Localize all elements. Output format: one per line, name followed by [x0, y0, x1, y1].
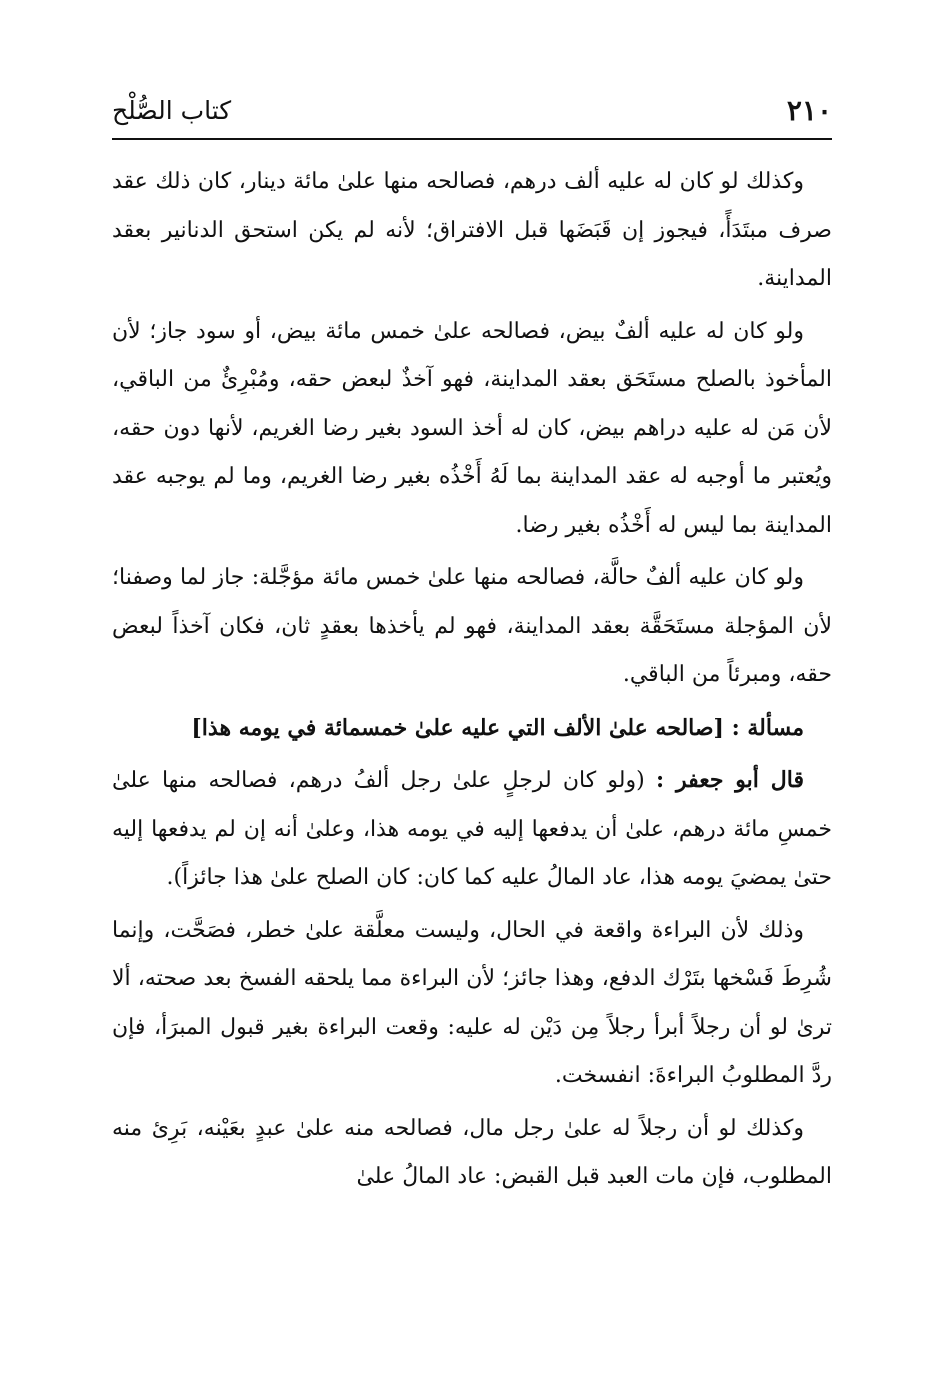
- book-page: [112, 88, 832, 1288]
- paragraph-2: ولو كان له عليه ألفٌ بيض، فصالحه علىٰ خمس مائة بيض، أو سود جاز؛ لأن المأخوذ بالصلح مستَحَق بعقد المداينة، فهو آخذٌ لبعض حقه، ومُبْرِئٌ من الباقي، لأن مَن له عليه دراهم بيض، كان له أخذ السود بغير رضا الغريم، لأنها دون حقه، ويُعتبر ما أوجبه له عقد المداينة بما لَهُ أَخْذُه بغير رضا الغريم، وما لم يوجبه عقد المداينة بما ليس له أَخْذُه بغير رضا.: [112, 318, 832, 538]
- running-header: [112, 88, 832, 140]
- masala-paragraph: [112, 756, 832, 903]
- paragraph-3: ولو كان عليه ألفٌ حالَّة، فصالحه منها علىٰ خمس مائة مؤجَّلة: جاز لما وصفنا؛ لأن المؤجلة مستَحَقَّة بعقد المداينة، فهو لم يأخذها بعقدٍ ثان، فكان آخذاً لبعض حقه، ومبرئاً من الباقي.: [112, 565, 832, 687]
- book-title: كتاب الصُّلْح: [112, 96, 232, 125]
- masala-text: (ولو كان لرجلٍ علىٰ رجل ألفُ درهم، فصالحه منها علىٰ خمسِ مائة درهم، علىٰ أن يدفعها إليه في يومه هذا، وعلىٰ أنه إن لم يدفعها إليه حتىٰ يمضيَ يومه هذا، عاد المالُ عليه كما كان: كان الصلح علىٰ هذا جائزاً).: [112, 768, 832, 890]
- paragraph-5: وكذلك لو أن رجلاً له علىٰ رجل مال، فصالحه منه علىٰ عبدٍ بعَيْنه، بَرِئ منه المطلوب، فإن مات العبد قبل القبض: عاد المالُ علىٰ: [112, 1115, 832, 1189]
- paragraph-1: وكذلك لو كان له عليه ألف درهم، فصالحه منها علىٰ مائة دينار، كان ذلك عقد صرف مبتَدَأً، فيجوز إن قَبَضَها قبل الافتراق؛ لأنه لم يكن استحق الدنانير بعقد المداينة.: [112, 169, 832, 291]
- body-text: [112, 158, 832, 1202]
- paragraph-4: وذلك لأن البراءة واقعة في الحال، وليست معلَّقة علىٰ خطر، فصَحَّت، وإنما شُرِطَ فَسْخها بتَرْك الدفع، وهذا جائز؛ لأن البراءة مما يلحقه الفسخ بعد صحته، ألا ترىٰ لو أن رجلاً أبرأ رجلاً مِن دَيْن له عليه: وقعت البراءة بغير قبول المبرَأ، فإن ردَّ المطلوبُ البراءةَ: انفسخت.: [112, 917, 832, 1088]
- masala-lead: قال أبو جعفر :: [655, 767, 805, 793]
- masala-heading: مسألة : [صالحه علىٰ الألف التي عليه علىٰ خمسمائة في يومه هذا]: [191, 714, 804, 741]
- page-number: ٢١٠: [786, 94, 832, 127]
